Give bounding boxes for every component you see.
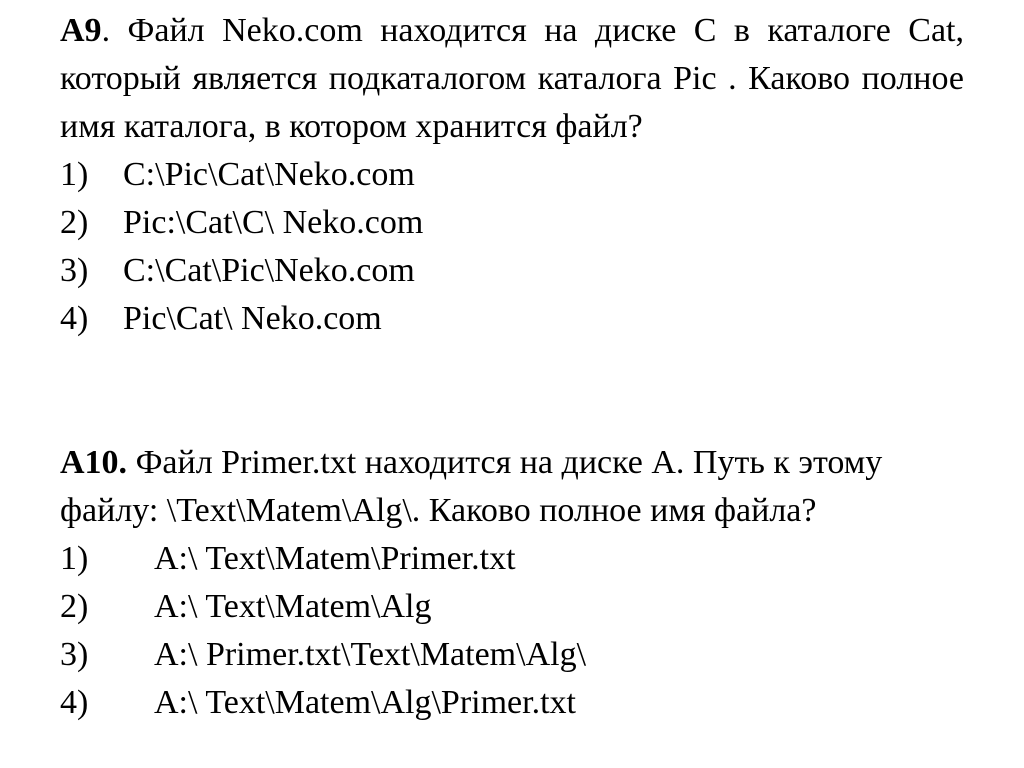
option-text: A:\ Primer.txt\Text\Matem\Alg\ xyxy=(154,636,587,673)
answer-option-4[interactable] xyxy=(60,295,964,343)
option-text: A:\ Text\Matem\Primer.txt xyxy=(154,540,516,577)
option-number: 3) xyxy=(60,636,89,673)
option-text: C:\Pic\Cat\Neko.com xyxy=(123,156,415,193)
answer-options xyxy=(60,535,964,727)
option-number: 1) xyxy=(60,156,89,193)
answer-options xyxy=(60,151,964,343)
question-number: A10. xyxy=(60,444,128,481)
option-text: Pic:\Cat\C\ Neko.com xyxy=(123,204,424,241)
option-number: 3) xyxy=(60,252,89,289)
answer-option-3[interactable] xyxy=(60,631,964,679)
option-number: 2) xyxy=(60,204,89,241)
option-number: 4) xyxy=(60,684,89,721)
option-text: C:\Cat\Pic\Neko.com xyxy=(123,252,415,289)
question-a9 xyxy=(60,7,964,343)
answer-option-3[interactable] xyxy=(60,247,964,295)
question-number: A9 xyxy=(60,12,102,49)
option-text: A:\ Text\Matem\Alg xyxy=(154,588,432,625)
answer-option-2[interactable] xyxy=(60,583,964,631)
option-number: 4) xyxy=(60,300,89,337)
option-number: 2) xyxy=(60,588,89,625)
answer-option-2[interactable] xyxy=(60,199,964,247)
question-text xyxy=(60,439,940,535)
answer-option-1[interactable] xyxy=(60,535,964,583)
answer-option-4[interactable] xyxy=(60,679,964,727)
question-body: . Файл Neko.com находится на диске С в каталоге Cat, который является подкаталогом каталога Pic . Каково полное имя каталога, в котором хранится файл? xyxy=(60,12,964,145)
question-a10 xyxy=(60,439,964,727)
answer-option-1[interactable] xyxy=(60,151,964,199)
question-text xyxy=(60,7,964,151)
question-body: Файл Primer.txt находится на диске А. Путь к этому файлу: \Text\Matem\Alg\. Каково полное имя файла? xyxy=(60,444,883,529)
option-text: Pic\Cat\ Neko.com xyxy=(123,300,382,337)
option-number: 1) xyxy=(60,540,89,577)
option-text: A:\ Text\Matem\Alg\Primer.txt xyxy=(154,684,576,721)
